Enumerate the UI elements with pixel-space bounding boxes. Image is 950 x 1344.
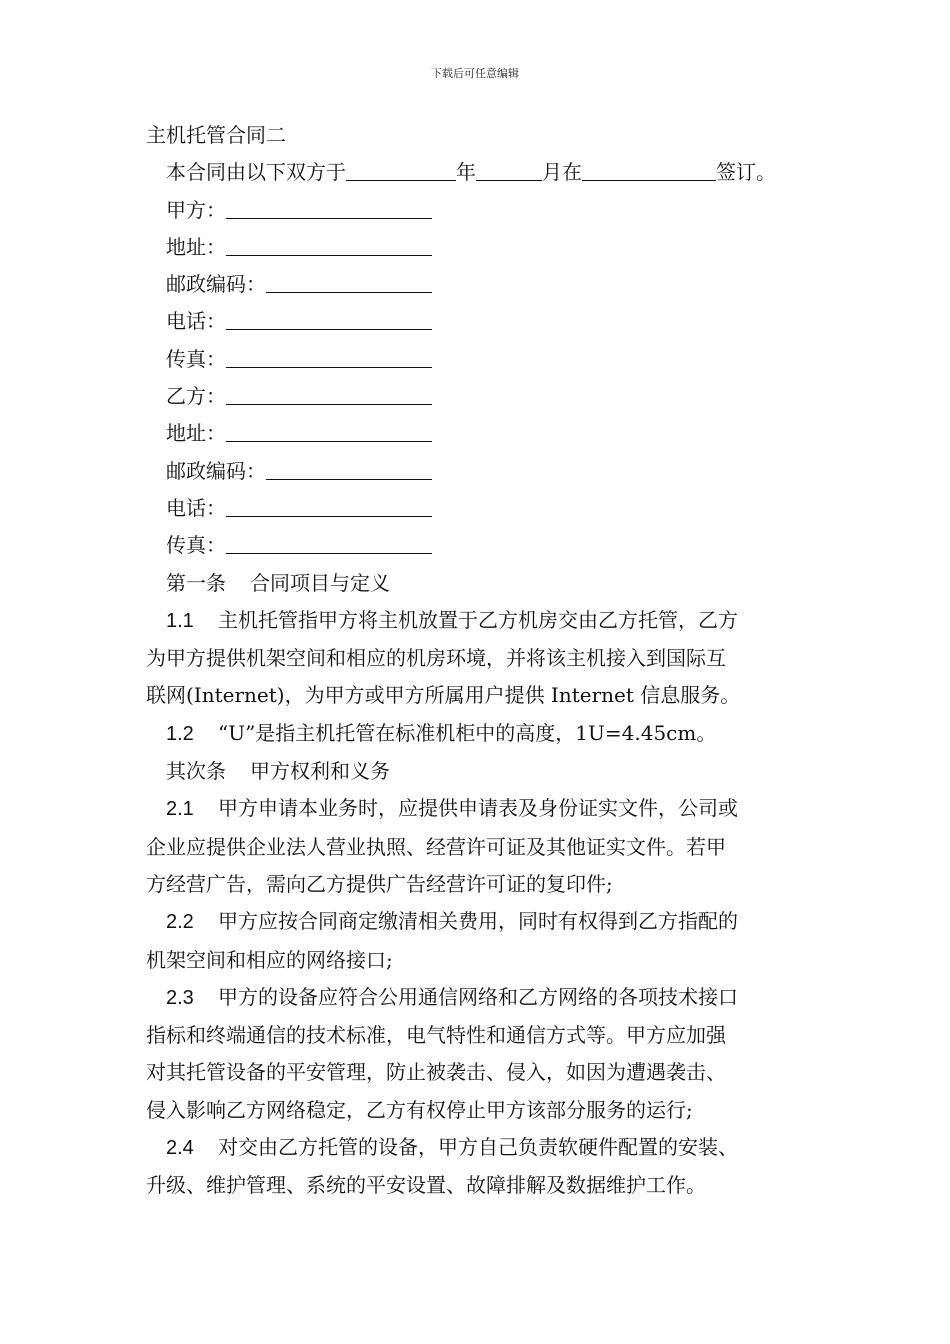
clause-2-3	[146, 979, 806, 1129]
field-blank-line	[226, 235, 432, 256]
field-label: 地址：	[166, 421, 226, 446]
field-blank-line	[266, 459, 432, 480]
field-blank-line	[226, 309, 432, 330]
party-fields	[146, 192, 806, 565]
field-label: 乙方：	[166, 384, 226, 409]
clause-text: 联网(Internet)，为甲方或甲方所属用户提供 Internet 信息服务。	[146, 683, 741, 708]
field-blank-line	[226, 496, 432, 517]
page-header: 下载后可任意编辑	[431, 67, 519, 80]
field-blank-line	[226, 421, 432, 442]
place-blank	[582, 160, 716, 181]
document-body	[146, 117, 806, 1205]
clause-text: 甲方的设备应符合公用通信网络和乙方网络的各项技术接口	[218, 984, 738, 1009]
clause-2-1	[146, 790, 806, 903]
intro-month: 月在	[542, 160, 582, 185]
clause-text: 方经营广告，需向乙方提供广告经营许可证的复印件;	[146, 871, 613, 896]
field-blank-line	[266, 272, 432, 293]
party-field	[146, 341, 806, 378]
field-blank-line	[226, 533, 432, 554]
date-blank-year	[346, 160, 456, 181]
section-1-number: 第一条	[166, 570, 226, 595]
clause-text: 对交由乙方托管的设备，甲方自己负责软硬件配置的安装、	[218, 1135, 738, 1160]
section-2-heading	[146, 753, 806, 790]
field-label: 邮政编码：	[166, 458, 266, 483]
clause-text: “U”是指主机托管在标准机柜中的高度，1U=4.45cm。	[218, 720, 717, 745]
clause-2-4	[146, 1129, 806, 1205]
field-blank-line	[226, 347, 432, 368]
clause-number: 1.1	[166, 609, 194, 632]
field-label: 电话：	[166, 309, 226, 334]
clause-2-2	[146, 903, 806, 979]
field-label: 传真：	[166, 533, 226, 558]
section-2-number: 其次条	[166, 759, 226, 784]
party-field	[146, 490, 806, 527]
clause-text: 企业应提供企业法人营业执照、经营许可证及其他证实文件。若甲	[146, 834, 726, 859]
clause-text: 甲方应按合同商定缴清相关费用，同时有权得到乙方指配的	[218, 909, 738, 934]
field-label: 邮政编码：	[166, 272, 266, 297]
clause-number: 1.2	[166, 722, 194, 745]
field-label: 甲方：	[166, 197, 226, 222]
party-field	[146, 192, 806, 229]
field-label: 地址：	[166, 234, 226, 259]
clause-text: 侵入影响乙方网络稳定，乙方有权停止甲方该部分服务的运行;	[146, 1097, 693, 1122]
clause-text: 主机托管指甲方将主机放置于乙方机房交由乙方托管，乙方	[218, 607, 738, 632]
intro-line	[146, 154, 806, 191]
party-field	[146, 378, 806, 415]
section-1-heading	[146, 565, 806, 602]
clause-text: 甲方申请本业务时，应提供申请表及身份证实文件，公司或	[218, 796, 738, 821]
clause-text: 对其托管设备的平安管理，防止被袭击、侵入，如因为遭遇袭击、	[146, 1060, 726, 1085]
party-field	[146, 229, 806, 266]
clause-1-2	[146, 715, 806, 753]
party-field	[146, 415, 806, 452]
clause-1-1	[146, 602, 806, 715]
intro-pre: 本合同由以下双方于	[166, 160, 346, 185]
clause-text: 指标和终端通信的技术标准，电气特性和通信方式等。甲方应加强	[146, 1023, 726, 1048]
clause-number: 2.2	[166, 911, 194, 934]
field-blank-line	[226, 384, 432, 405]
clause-text: 升级、维护管理、系统的平安设置、故障排解及数据维护工作。	[146, 1173, 706, 1198]
clause-text: 为甲方提供机架空间和相应的机房环境，并将该主机接入到国际互	[146, 646, 726, 671]
field-label: 传真：	[166, 346, 226, 371]
field-blank-line	[226, 198, 432, 219]
intro-year: 年	[456, 160, 476, 185]
clause-number: 2.4	[166, 1137, 194, 1160]
section-1-title: 合同项目与定义	[250, 570, 390, 595]
party-field	[146, 303, 806, 340]
date-blank-month	[476, 160, 542, 181]
clause-text: 机架空间和相应的网络接口;	[146, 947, 393, 972]
field-label: 电话：	[166, 495, 226, 520]
document-title: 主机托管合同二	[146, 123, 286, 147]
intro-end: 签订。	[716, 160, 776, 185]
section-2-title: 甲方权利和义务	[250, 759, 390, 784]
party-field	[146, 453, 806, 490]
clause-number: 2.1	[166, 798, 194, 821]
party-field	[146, 527, 806, 564]
clause-number: 2.3	[166, 986, 194, 1009]
party-field	[146, 266, 806, 303]
